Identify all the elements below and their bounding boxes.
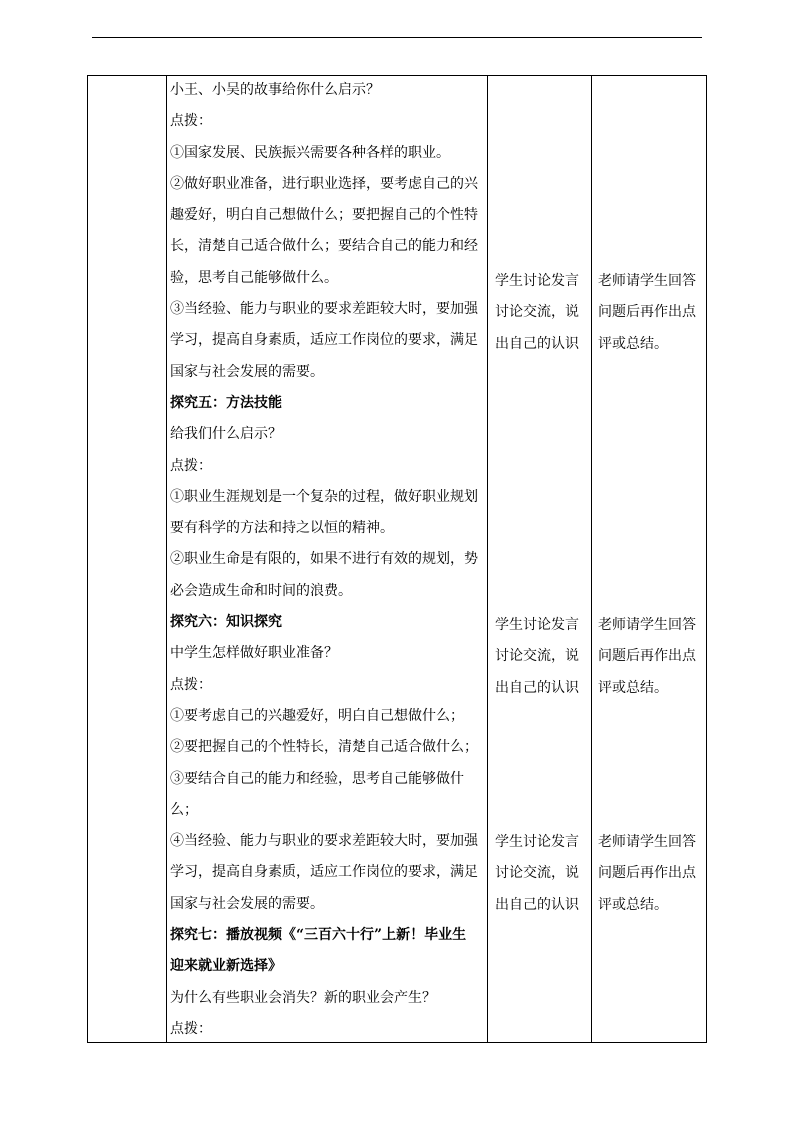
- column-divider-1: [166, 75, 167, 1043]
- student-activity-block-line: 学生讨论发言: [495, 617, 579, 633]
- content-line: 学习，提高自身素质，适应工作岗位的要求，满足: [170, 332, 478, 349]
- teacher-activity-block: [598, 610, 696, 704]
- section-heading: 迎来就业新选择》: [170, 958, 282, 975]
- section-heading: 探究五：方法技能: [170, 394, 282, 411]
- content-line: ①要考虑自己的兴趣爱好，明白自己想做什么；: [170, 707, 464, 724]
- student-activity-block-line: 讨论交流，说: [495, 648, 579, 665]
- student-activity-block-line: 出自己的认识: [495, 896, 579, 913]
- section-heading: 探究六：知识探究: [170, 614, 282, 631]
- content-line: ②要把握自己的个性特长，清楚自己适合做什么；: [170, 739, 478, 756]
- lesson-table: [87, 75, 707, 1042]
- content-line: 要有科学的方法和持之以恒的精神。: [170, 520, 394, 537]
- teacher-activity-block-line: 评或总结。: [598, 679, 668, 696]
- teacher-activity-block-line: 问题后再作出点: [598, 865, 696, 882]
- teacher-activity-block-line: 老师请学生回答: [598, 834, 696, 850]
- student-activity-block: [495, 266, 579, 360]
- content-line: 必会造成生命和时间的浪费。: [170, 582, 352, 599]
- column-divider-3: [591, 75, 592, 1043]
- teacher-activity-block: [598, 827, 696, 921]
- content-line: 点拨：: [170, 676, 212, 693]
- content-line: 为什么有些职业会消失？新的职业会产生？: [170, 989, 436, 1006]
- content-line: 么；: [170, 801, 198, 818]
- content-line: 点拨：: [170, 113, 212, 130]
- student-activity-block: [495, 827, 579, 921]
- teacher-activity-block-line: 评或总结。: [598, 896, 668, 913]
- content-line: 小王、小吴的故事给你什么启示？: [170, 82, 380, 98]
- teacher-activity-block: [598, 266, 696, 360]
- content-line: 趣爱好，明白自己想做什么；要把握自己的个性特: [170, 207, 478, 224]
- content-line: ③要结合自己的能力和经验，思考自己能够做什: [170, 770, 464, 787]
- content-line: ③当经验、能力与职业的要求差距较大时，要加强: [170, 301, 478, 318]
- content-line: 国家与社会发展的需要。: [170, 363, 324, 380]
- content-line: 验，思考自己能够做什么。: [170, 269, 338, 286]
- content-line: 点拨：: [170, 1020, 212, 1037]
- section-heading: 探究七：播放视频《“三百六十行”上新！毕业生: [170, 927, 467, 944]
- content-line: ④当经验、能力与职业的要求差距较大时，要加强: [170, 833, 478, 850]
- content-line: ①职业生涯规划是一个复杂的过程，做好职业规划: [170, 488, 478, 505]
- teacher-activity-block-line: 问题后再作出点: [598, 648, 696, 665]
- content-line: 学习，提高自身素质，适应工作岗位的要求，满足: [170, 864, 478, 881]
- content-line: 给我们什么启示？: [170, 426, 282, 443]
- content-line: ①国家发展、民族振兴需要各种各样的职业。: [170, 144, 450, 161]
- teacher-activity-block-line: 问题后再作出点: [598, 304, 696, 321]
- student-activity-block-line: 出自己的认识: [495, 335, 579, 352]
- content-line: 中学生怎样做好职业准备？: [170, 645, 338, 662]
- student-activity-block-line: 学生讨论发言: [495, 834, 579, 850]
- header-rule: [92, 37, 702, 38]
- student-activity-block-line: 讨论交流，说: [495, 304, 579, 321]
- student-activity-block-line: 学生讨论发言: [495, 273, 579, 289]
- content-line: 长，清楚自己适合做什么；要结合自己的能力和经: [170, 238, 478, 255]
- content-line: ②做好职业准备，进行职业选择，要考虑自己的兴: [170, 175, 478, 192]
- teacher-activity-block-line: 老师请学生回答: [598, 273, 696, 289]
- student-activity-block-line: 讨论交流，说: [495, 865, 579, 882]
- student-activity-block: [495, 610, 579, 704]
- teacher-activity-block-line: 评或总结。: [598, 335, 668, 352]
- content-line: 点拨：: [170, 457, 212, 474]
- content-line: 国家与社会发展的需要。: [170, 895, 324, 912]
- content-line: ②职业生命是有限的，如果不进行有效的规划，势: [170, 551, 478, 568]
- student-activity-block-line: 出自己的认识: [495, 679, 579, 696]
- teacher-activity-block-line: 老师请学生回答: [598, 617, 696, 633]
